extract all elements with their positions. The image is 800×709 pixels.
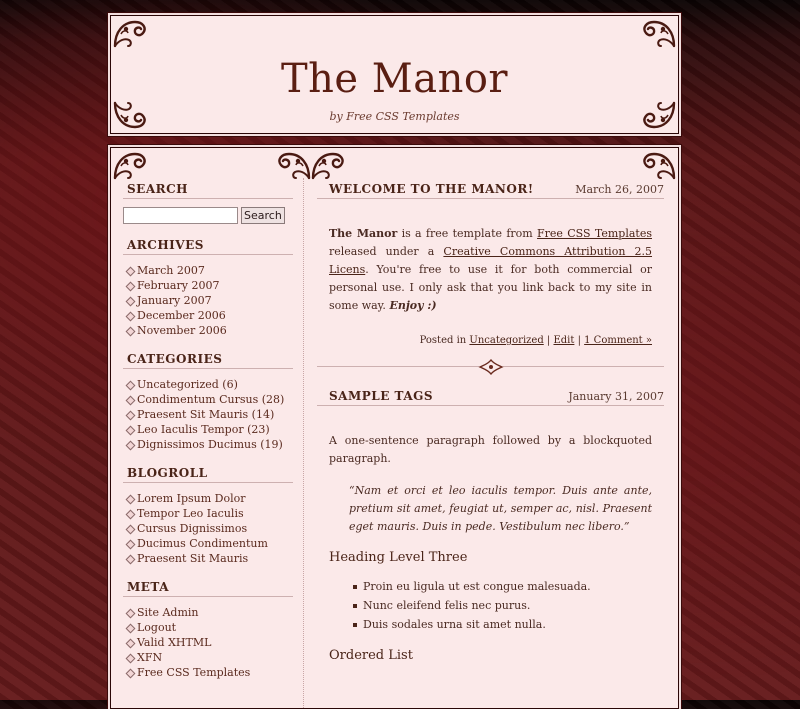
category-link[interactable]: Praesent Sit Mauris (14) (123, 407, 293, 422)
post-emphasis-text: Enjoy :) (389, 299, 437, 312)
archive-link[interactable]: February 2007 (123, 278, 293, 293)
search-heading: SEARCH (123, 182, 293, 199)
post-text: released under a (329, 245, 444, 258)
flourish-ornament-icon (636, 18, 676, 48)
search-form (123, 207, 293, 224)
meta-link[interactable]: Site Admin (123, 605, 293, 620)
edit-link[interactable]: Edit (553, 335, 575, 346)
category-link[interactable]: Uncategorized (6) (123, 377, 293, 392)
blogroll-link[interactable]: Lorem Ipsum Dolor (123, 491, 293, 506)
search-button[interactable]: Search (241, 207, 285, 224)
free-css-templates-link[interactable]: Free CSS Templates (537, 227, 652, 240)
content-panel (110, 147, 679, 709)
blogroll-link[interactable]: Cursus Dignissimos (123, 521, 293, 536)
post-header (317, 389, 664, 406)
meta-link[interactable]: Logout (123, 620, 293, 635)
categories-heading: CATEGORIES (123, 352, 293, 369)
flourish-ornament-icon (636, 150, 676, 180)
archive-link[interactable]: March 2007 (123, 263, 293, 278)
category-link[interactable]: Dignissimos Ducimus (19) (123, 437, 293, 452)
categories-list (123, 377, 293, 452)
site-subtitle: by Free CSS Templates (329, 110, 460, 123)
post-separator (317, 366, 664, 367)
meta-list (123, 605, 293, 680)
meta-link[interactable]: Free CSS Templates (123, 665, 293, 680)
site-title[interactable]: The Manor (280, 56, 509, 102)
blogroll-link[interactable]: Ducimus Condimentum (123, 536, 293, 551)
category-link[interactable]: Leo Iaculis Tempor (23) (123, 422, 293, 437)
flourish-ornament-icon (271, 150, 311, 180)
post-body (317, 225, 664, 315)
posted-in-label: Posted in (419, 335, 470, 346)
blockquote: “Nam et orci et leo iaculis tempor. Duis ante ante, pretium sit amet, feugiat ut, semper ac, nisl. Praesent eget mauris. Duis in pede. Vestibulum nec libero.” (349, 484, 652, 533)
search-input[interactable] (123, 207, 238, 224)
category-link[interactable]: Uncategorized (469, 335, 544, 346)
comments-link[interactable]: 1 Comment » (584, 335, 652, 346)
blogroll-link[interactable]: Praesent Sit Mauris (123, 551, 293, 566)
post-date: March 26, 2007 (575, 183, 664, 196)
archive-link[interactable]: November 2006 (123, 323, 293, 338)
post-meta (317, 335, 664, 346)
list-item: Nunc eleifend felis nec purus. (349, 596, 664, 615)
archives-heading: ARCHIVES (123, 238, 293, 255)
archive-link[interactable]: December 2006 (123, 308, 293, 323)
post-header (317, 182, 664, 199)
archives-list (123, 263, 293, 338)
flourish-ornament-icon (113, 18, 153, 48)
post-text: . You're free to use it for both commercial or personal use. I only ask that you link back to my site in some way. (329, 263, 652, 312)
post-title[interactable]: SAMPLE TAGS (329, 389, 434, 403)
meta-separator: | (543, 335, 554, 346)
post-intro: A one-sentence paragraph followed by a blockquoted paragraph. (329, 434, 652, 465)
list-item: Proin eu ligula ut est congue malesuada. (349, 577, 664, 596)
category-link[interactable]: Condimentum Cursus (28) (123, 392, 293, 407)
column-divider (303, 178, 304, 708)
post-strong-text: The Manor (329, 227, 398, 240)
sidebar (123, 182, 293, 694)
archive-link[interactable]: January 2007 (123, 293, 293, 308)
flourish-ornament-icon (478, 358, 504, 376)
main-content (317, 182, 664, 675)
meta-separator: | (574, 335, 585, 346)
meta-heading: META (123, 580, 293, 597)
post-date: January 31, 2007 (568, 390, 664, 403)
blogroll-link[interactable]: Tempor Leo Iaculis (123, 506, 293, 521)
blogroll-heading: BLOGROLL (123, 466, 293, 483)
header-panel (110, 15, 679, 134)
list-item: Duis sodales urna sit amet nulla. (349, 615, 664, 634)
creative-commons-link[interactable]: Creative Commons Attribution 2.5 Licens (329, 245, 653, 276)
ordered-list-heading: Ordered List (329, 648, 413, 663)
flourish-ornament-icon (311, 150, 351, 180)
unordered-list (349, 577, 664, 634)
flourish-ornament-icon (113, 150, 153, 180)
blogroll-list (123, 491, 293, 566)
heading-level-three: Heading Level Three (329, 550, 468, 565)
post-title[interactable]: WELCOME TO THE MANOR! (329, 182, 534, 196)
meta-link[interactable]: Valid XHTML (123, 635, 293, 650)
meta-link[interactable]: XFN (123, 650, 293, 665)
post-text: is a free template from (397, 227, 538, 240)
